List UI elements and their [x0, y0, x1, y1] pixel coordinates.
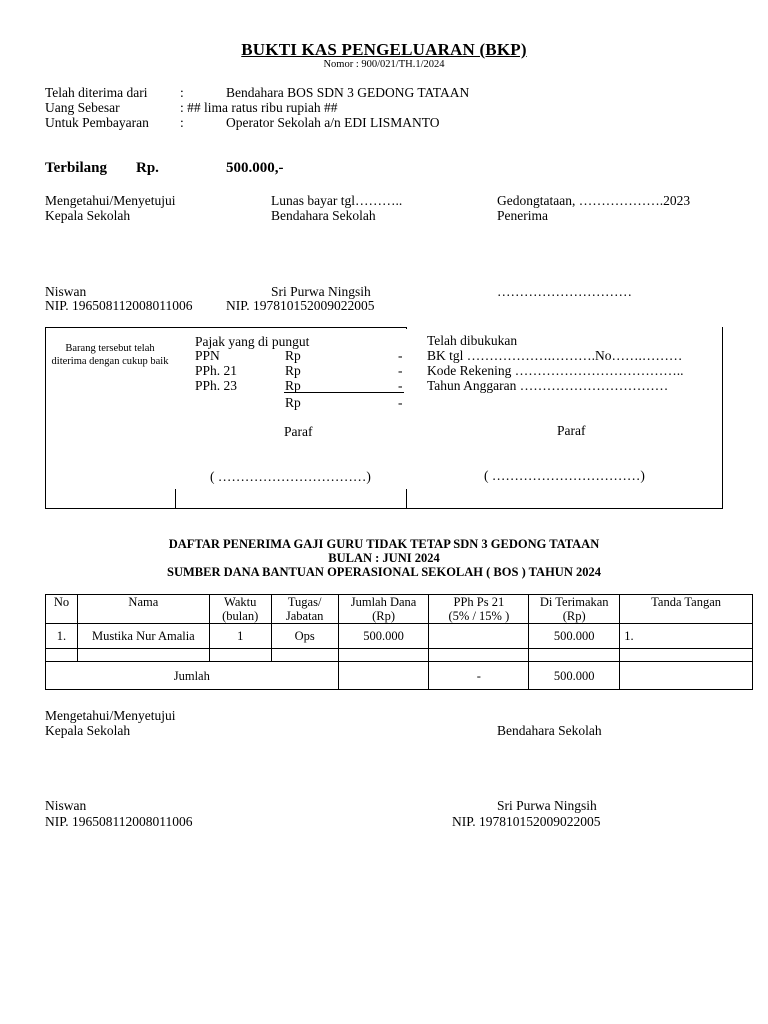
- col-nama: Nama: [77, 595, 209, 624]
- pajak-title: Pajak yang di pungut: [195, 334, 310, 349]
- daftar-title-2: BULAN : JUNI 2024: [328, 551, 440, 565]
- barang-note: Barang tersebut telah diterima dengan cukup baik: [51, 343, 169, 367]
- table-total-row: [46, 662, 753, 690]
- bracket-left: ( ……………………………): [210, 469, 371, 484]
- sig-bottom-nip-bendahara: NIP. 197810152009022005: [452, 814, 601, 829]
- pajak-ppn-name: PPN: [195, 348, 220, 363]
- daftar-title-1: DAFTAR PENERIMA GAJI GURU TIDAK TETAP SDN 3 GEDONG TATAAN: [168, 537, 600, 551]
- info-value-pembayaran: Operator Sekolah a/n EDI LISMANTO: [226, 115, 440, 130]
- pajak-pph21-rp: Rp: [285, 363, 301, 378]
- buku-tahun-anggaran: Tahun Anggaran ……………………………: [427, 378, 669, 393]
- pajak-pph21-val: -: [398, 363, 403, 378]
- total-jumlah: [338, 662, 429, 690]
- col-waktu: Waktu (bulan): [209, 595, 271, 624]
- daftar-table: [45, 594, 753, 690]
- sig-top-kepala: Kepala Sekolah: [45, 208, 131, 223]
- pajak-pph23-rp: Rp: [285, 378, 301, 393]
- cell-ttd: 1.: [620, 624, 753, 649]
- pajak-total-rp: Rp: [285, 395, 301, 410]
- table-header-row: [46, 595, 753, 624]
- paraf-left: Paraf: [284, 424, 313, 439]
- sig-bottom-nip-kepala: NIP. 196508112008011006: [45, 814, 193, 829]
- col-pph: PPh Ps 21 (5% / 15% ): [429, 595, 529, 624]
- sig-bottom-kepala: Kepala Sekolah: [45, 723, 131, 738]
- cell-nama: Mustika Nur Amalia: [77, 624, 209, 649]
- pajak-pph23-name: PPh. 23: [195, 378, 238, 393]
- cell-no: 1.: [46, 624, 78, 649]
- info-sep-pembayaran: :: [180, 115, 184, 130]
- sig-top-nip-bendahara: NIP. 197810152009022005: [226, 298, 375, 313]
- terbilang-rp: Rp.: [136, 160, 159, 176]
- pajak-ppn-val: -: [398, 348, 403, 363]
- sig-top-name-penerima: …………………………: [497, 284, 632, 299]
- total-label: Jumlah: [46, 662, 339, 690]
- total-diterima: 500.000: [529, 662, 620, 690]
- terbilang-amount: 500.000,-: [226, 160, 284, 176]
- buku-title: Telah dibukukan: [427, 333, 518, 348]
- cell-pph: [429, 624, 529, 649]
- col-ttd: Tanda Tangan: [620, 595, 753, 624]
- document-number: Nomor : 900/021/TH.1/2024: [323, 59, 445, 70]
- col-no: No: [46, 595, 78, 624]
- cell-waktu: 1: [209, 624, 271, 649]
- sig-top-name-kepala: Niswan: [45, 284, 87, 299]
- info-label-uang: Uang Sebesar: [45, 100, 120, 115]
- table-row: [46, 624, 753, 649]
- cell-tugas: Ops: [271, 624, 338, 649]
- col-jumlah: Jumlah Dana (Rp): [338, 595, 429, 624]
- paraf-right: Paraf: [557, 423, 586, 438]
- pajak-ppn-rp: Rp: [285, 348, 301, 363]
- info-label-pembayaran: Untuk Pembayaran: [45, 115, 149, 130]
- info-value-uang: : ## lima ratus ribu rupiah ##: [180, 100, 338, 115]
- buku-kode-rekening: Kode Rekening ………………………………..: [427, 363, 684, 378]
- document-title: BUKTI KAS PENGELUARAN (BKP): [241, 40, 527, 59]
- pajak-pph23-val: -: [398, 378, 403, 393]
- pajak-total-val: -: [398, 395, 403, 410]
- bracket-right: ( ……………………………): [484, 468, 645, 483]
- sig-top-tanggal: Gedongtataan, ……………….2023: [497, 193, 691, 208]
- info-label-diterima: Telah diterima dari: [45, 85, 148, 100]
- terbilang-label: Terbilang: [45, 160, 107, 176]
- info-sep-diterima: :: [180, 85, 184, 100]
- cell-diterima: 500.000: [529, 624, 620, 649]
- col-tugas: Tugas/ Jabatan: [271, 595, 338, 624]
- sig-top-lunas: Lunas bayar tgl………..: [271, 193, 403, 208]
- sig-top-mengetahui: Mengetahui/Menyetujui: [45, 193, 176, 208]
- table-row-empty: [46, 649, 753, 662]
- sig-top-nip-kepala: NIP. 196508112008011006: [45, 298, 193, 313]
- buku-bk-tgl: BK tgl ……………….……….No…….………: [427, 348, 683, 363]
- daftar-title-3: SUMBER DANA BANTUAN OPERASIONAL SEKOLAH ( BOS ) TAHUN 2024: [167, 565, 601, 579]
- col-diterima: Di Terimakan (Rp): [529, 595, 620, 624]
- sig-top-bendahara: Bendahara Sekolah: [271, 208, 376, 223]
- pajak-pph21-name: PPh. 21: [195, 363, 238, 378]
- info-value-diterima: Bendahara BOS SDN 3 GEDONG TATAAN: [226, 85, 470, 100]
- sig-bottom-mengetahui: Mengetahui/Menyetujui: [45, 708, 176, 723]
- sig-top-name-bendahara: Sri Purwa Ningsih: [271, 284, 371, 299]
- cell-jumlah: 500.000: [338, 624, 429, 649]
- total-pph: -: [429, 662, 529, 690]
- sig-bottom-bendahara: Bendahara Sekolah: [497, 723, 602, 738]
- sig-bottom-name-kepala: Niswan: [45, 798, 87, 813]
- sig-top-penerima: Penerima: [497, 208, 548, 223]
- sig-bottom-name-bendahara: Sri Purwa Ningsih: [497, 798, 597, 813]
